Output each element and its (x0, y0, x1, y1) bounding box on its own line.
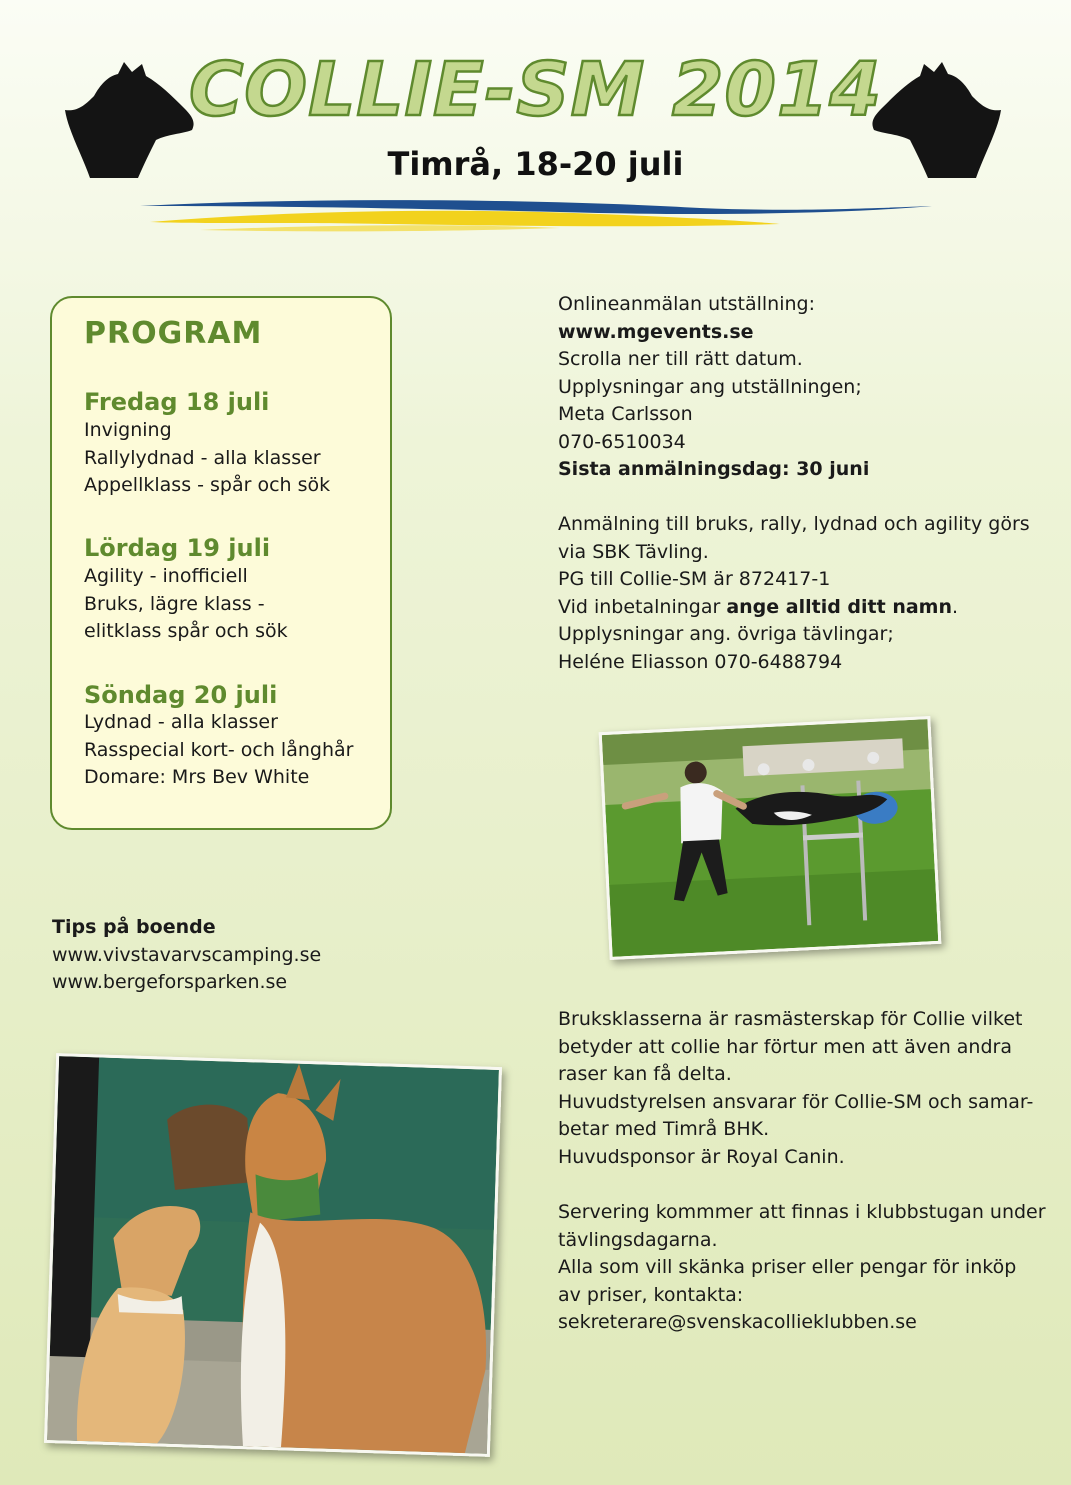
registration-info (558, 291, 869, 484)
schedule-line: Rallylydnad - alla klasser (84, 446, 321, 469)
text-line: PG till Collie-SM är 872417-1 (558, 568, 831, 590)
text-line: Alla som vill skänka priser eller pengar för inköp (558, 1256, 1017, 1278)
text-line: via SBK Tävling. (558, 540, 709, 563)
text-fragment: Vid inbetalningar (558, 595, 727, 618)
competition-info (558, 511, 1030, 676)
text-line: Servering kommmer att finnas i klubbstugan under (558, 1201, 1046, 1223)
text-line: av priser, kontakta: (558, 1283, 744, 1306)
email-link[interactable]: sekreterare@svenskacollieklubben.se (558, 1311, 917, 1333)
day-heading-friday: Fredag 18 juli (84, 388, 270, 416)
schedule-line: Lydnad - alla klasser (84, 711, 278, 733)
text-line: Scrolla ner till rätt datum. (558, 348, 803, 370)
header-swoosh (140, 196, 940, 236)
program-title: PROGRAM (84, 316, 263, 351)
championship-info (558, 1006, 1033, 1171)
contact-phone: 070-6510034 (558, 430, 686, 453)
text-line: betar med Timrå BHK. (558, 1118, 770, 1140)
text-line: Bruksklasserna är rasmästerskap för Collie vilket (558, 1008, 1023, 1030)
collies-photo (44, 1053, 502, 1457)
accommodation-link[interactable]: www.vivstavarvscamping.se (52, 943, 322, 966)
catering-info (558, 1199, 1046, 1337)
text-line: Huvudstyrelsen ansvarar för Collie-SM och samar- (558, 1090, 1034, 1113)
day-schedule-sunday (84, 709, 353, 792)
payment-note (558, 594, 1030, 622)
text-fragment: . (952, 595, 959, 618)
day-schedule-friday (84, 417, 330, 500)
tips-heading: Tips på boende (52, 916, 216, 938)
accommodation-tips (52, 914, 321, 997)
text-line: tävlingsdagarna. (558, 1228, 718, 1251)
text-line: Upplysningar ang utställningen; (558, 375, 862, 398)
accommodation-link[interactable]: www.bergeforsparken.se (52, 971, 288, 993)
agility-photo (599, 716, 942, 960)
schedule-line: elitklass spår och sök (84, 620, 288, 642)
text-line: raser kan få delta. (558, 1063, 732, 1085)
schedule-line: Bruks, lägre klass - (84, 592, 265, 615)
day-schedule-saturday (84, 563, 288, 646)
schedule-line: Appellklass - spår och sök (84, 474, 331, 496)
text-line: betyder att collie har förtur men att även andra (558, 1035, 1012, 1058)
text-line: Anmälning till bruks, rally, lydnad och agility görs (558, 513, 1030, 535)
text-line: Upplysningar ang. övriga tävlingar; (558, 623, 894, 645)
agility-photo-drawing (602, 719, 938, 957)
schedule-line: Domare: Mrs Bev White (84, 766, 310, 788)
deadline-text: Sista anmälningsdag: 30 juni (558, 458, 870, 480)
schedule-line: Agility - inofficiell (84, 565, 248, 587)
emphasis-text: ange alltid ditt namn (726, 595, 952, 618)
day-heading-saturday: Lördag 19 juli (84, 534, 271, 562)
page-subtitle: Timrå, 18-20 juli (387, 145, 684, 183)
text-line: Onlineanmälan utställning: (558, 293, 815, 315)
contact-line: Heléne Eliasson 070-6488794 (558, 650, 843, 673)
day-heading-sunday: Söndag 20 juli (84, 681, 278, 709)
text-line: Huvudsponsor är Royal Canin. (558, 1145, 845, 1168)
schedule-line: Invigning (84, 419, 172, 441)
collies-photo-drawing (47, 1056, 499, 1454)
page-title: COLLIE-SM 2014 (189, 47, 882, 133)
schedule-line: Rasspecial kort- och långhår (84, 738, 354, 761)
contact-name: Meta Carlsson (558, 403, 693, 425)
website-link[interactable]: www.mgevents.se (558, 320, 754, 343)
